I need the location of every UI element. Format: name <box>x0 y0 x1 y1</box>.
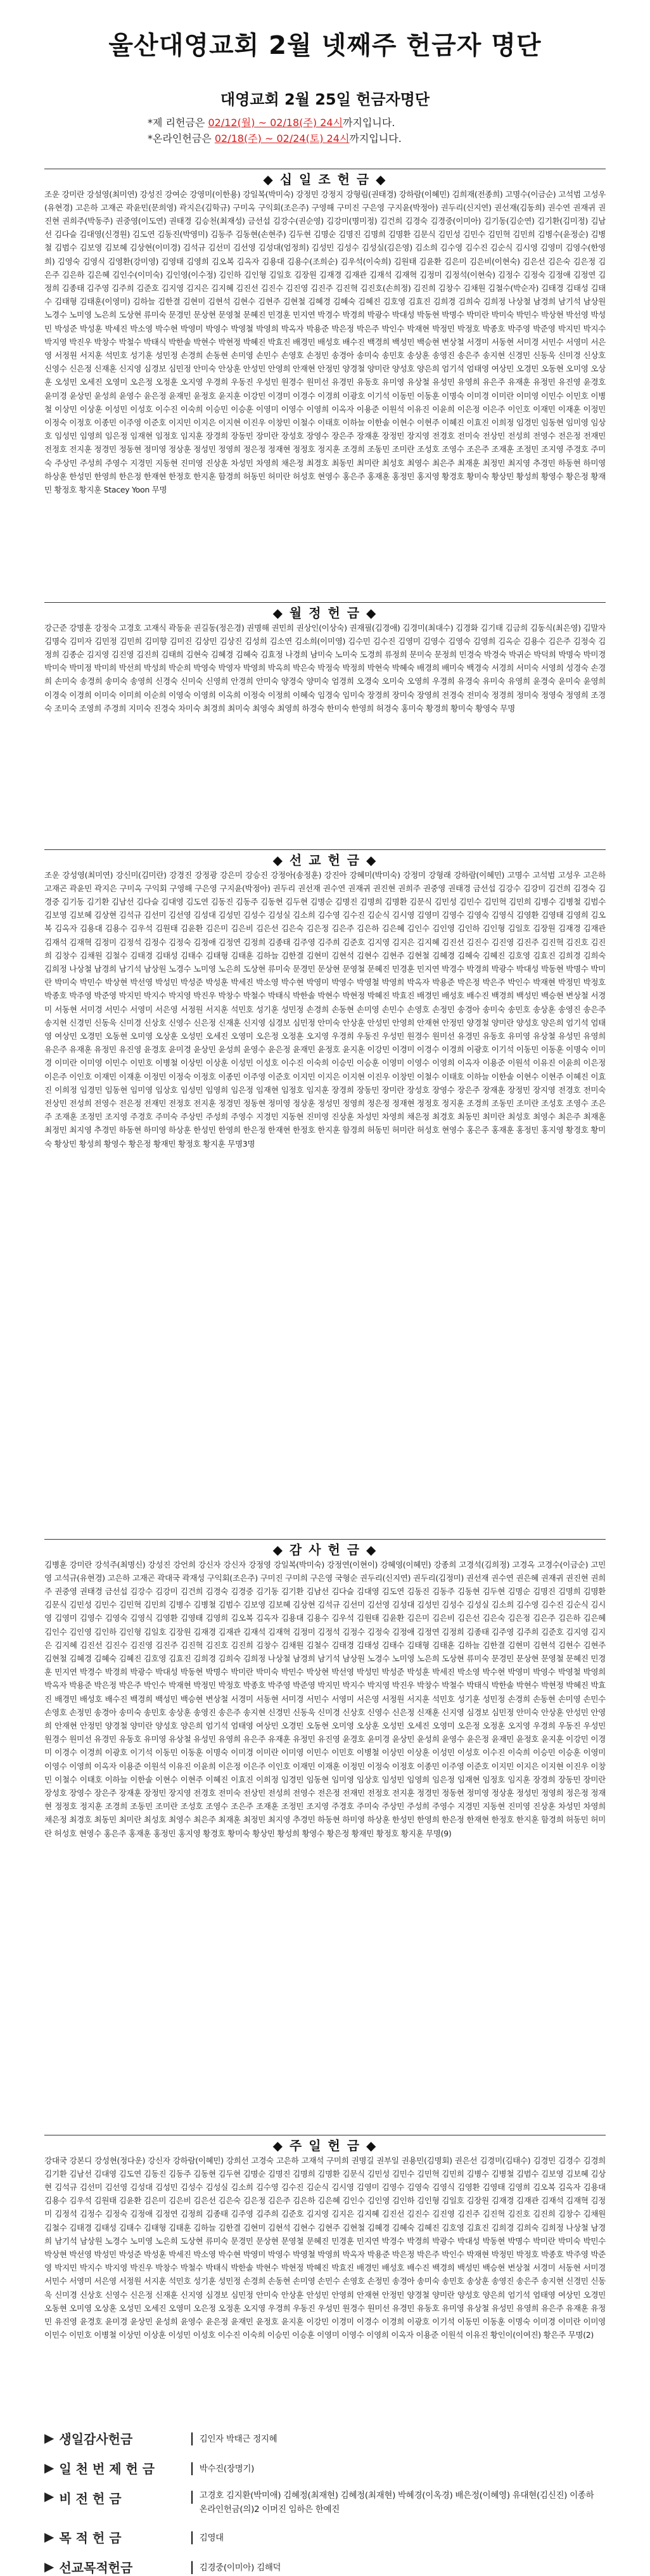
category-names: 김인자 박태근 정지혜 <box>199 2434 277 2445</box>
category-list <box>44 2429 606 2576</box>
category-names: 고경호 김지환(박미애) 김혜정(최재현) 김혜정(최재현) 박혜경(이옥경) 배은정(이혜영) 유대현(김신진) 이종하 온라인헌금(의)2 이머진 임하은 한예진 <box>199 2490 594 2515</box>
note-offline-prefix: *제 리헌금은 <box>148 117 208 129</box>
section-names-thanks: 김병훈 강미란 강석주(최명신) 강성진 강언희 강신자 강신자 강정영 강일복(박미숙) 강정연(이현이) 강혜영(이혜민) 강종희 고경석(김희정) 고경옥 고경수(이금순) 고민영 고석규(유현경) 고은하 고재곤 곽대국 곽재성 구익회(조은주) 구미진 구미희 구은영 국형순 권두리(신지연) 권두리(김정미) 권선재 권수연 권은혜 권재귀 권진현 권희주 권중영 권태경 금선섭 김강수 김강미 김건희 김경숙 김경중 김기동 김기환 김남선 김다슬 김대영 김도연 김동진 김동주 김동현 김두현 김명순 김명진 김명희 김명환 김문식 김민성 김민수 김민혁 김민희 김병수 김병철 김범수 김보영 김보혜 김상현 김석규 김선미 김선영 김성대 김성민 김성수 김성실 김소희 김수영 김수진 김순식 김시영 김영미 김영수 김영숙 김영식 김영환 김영태 김영희 김오복 김옥자 김용대 김용수 김우석 김원태 김윤환 김은미 김은비 김은선 김은숙 김은정 김은주 김은하 김은혜 김인수 김인영 김인하 김인형 김일호 김장원 김재경 김재관 김재석 김재혁 김정미 김정석 김정수 김정숙 김정애 김정연 김정희 김종태 김주영 김주희 김준호 김지영 김지은 김지혜 김진선 김진수 김진영 김진주 김진혁 김진호 김진희 김창수 김채원 김철수 김태경 김태성 김태수 김태형 김태훈 김하늘 김한결 김현미 김현석 김현수 김현주 김현철 김혜경 김혜숙 김혜진 김호영 김효진 김희경 김희숙 김희정 나상철 남경희 남기석 남상원 노경수 노미영 노은희 도상현 류미숙 문경민 문상현 문영철 문혜진 민경훈 민지연 박경수 박경희 박광수 박대성 박동현 박명수 박미란 박미숙 박민수 박상현 박선영 박성민 박성준 박성훈 박세진 박소영 박수현 박영미 박영수 박영철 박영희 박옥자 박용준 박은정 박은주 박인수 박재현 박정민 박정호 박종호 박주영 박준영 박지민 박지수 박지영 박진우 박창수 박철수 박태식 박한솔 박현수 박현정 박혜진 박효진 배경민 배성호 배수진 백경희 백성민 백승현 변상철 서경미 서동현 서미경 서민수 서영미 서은영 서정원 서지훈 석민호 성기훈 성민정 손경희 손동현 손미영 손민수 손영호 손정민 송경아 송미숙 송민호 송상훈 송영진 송은주 송지현 신경민 신동욱 신미경 신상호 신영수 신은정 신재훈 신지영 심경보 심민정 안미숙 안상훈 안성민 안영희 안재현 안정민 양경철 양미란 양성호 양은희 엄기석 엄태영 여상민 오경민 오동현 오미영 오상훈 오성민 오세진 오영미 오은정 오정훈 오지영 우경희 우동진 우성민 원경수 원미선 유경민 유동호 유미영 유상철 유성민 유영희 유은주 유재훈 유정민 유진영 윤경호 윤미경 윤상민 윤성희 윤영수 윤은정 윤재민 윤정호 윤지훈 이강민 이경미 이경수 이경희 이광호 이기석 이동민 이동훈 이명숙 이미경 이미란 이미영 이민수 이민호 이병철 이상민 이상훈 이성민 이성호 이수진 이숙희 이승민 이승훈 이영미 이영수 이영희 이옥자 이용준 이원석 이유진 이윤희 이은정 이은주 이인호 이재민 이재훈 이정민 이정숙 이정호 이종민 이주영 이준호 이지민 이지은 이지현 이진우 이창민 이철수 이태호 이하늘 이한솔 이현수 이현주 이혜진 이효진 이희정 임경민 임동현 임미영 임상호 임성민 임영희 임은정 임재현 임정호 임지훈 장경희 장동민 장미란 장성호 장영수 장은주 장재훈 장정민 장지영 전경호 전미숙 전상민 전성희 전영수 전은정 전재민 전정호 전지훈 정경민 정동현 정미영 정상훈 정성민 정영희 정은정 정재현 정정호 정지훈 조경희 조동민 조미란 조성호 조영수 조은주 조재훈 조정민 조지영 주경호 주미숙 주상민 주성희 주영수 지경민 지동현 진미영 진상훈 차성민 차영희 채은정 최경호 최동민 최미란 최성호 최영수 최은주 최재훈 최정민 최지영 추경민 하동현 하미영 하상훈 한성민 한영희 한은정 한재현 한정호 한지훈 함경희 허동민 허미란 허성호 현영수 홍은주 홍재훈 홍정민 홍지영 황경호 황미숙 황상민 황성희 황영수 황은정 황재민 황정호 황지훈 무명(9) <box>44 1559 606 1838</box>
section-heading-monthly: ◆ 월 정 헌 금 ◆ <box>272 605 378 621</box>
section-names-monthly: 강근준 강명훈 강정숙 고경호 고재식 곽동윤 권길동(정은경) 권명해 권민희 권상인(이상숙) 권재필(김경애) 김경미(최대수) 김경화 김기태 김금희 김동식(최은영) 김말자 김명숙 김미자 김민정 김민희 김미향 김미진 김상민 김상진 김성희 김소연 김소희(이미영) 김수민 김수진 김영미 김영수 김영숙 김영희 김옥순 김용수 김은주 김정숙 김정희 김종순 김지영 김진영 김진희 김태희 김현숙 김혜경 김혜숙 김효정 나경희 남미숙 노미숙 도경희 류정희 문미숙 문정희 민경숙 박경숙 박귀순 박덕희 박명숙 박미경 박미숙 박미정 박미희 박선희 박성희 박순희 박영숙 박영자 박영희 박옥희 박은숙 박정숙 박정희 박현숙 박혜숙 배경희 배미숙 백경숙 서경희 서미숙 서영희 성경숙 손경희 손미숙 송경희 송미숙 송영희 신경숙 신미숙 신영희 안경희 안미숙 양경숙 양미숙 엄경희 오경숙 오미숙 오영희 우경희 유경숙 유미숙 유영희 윤경숙 윤미숙 윤영희 이경숙 이경희 이미숙 이미희 이순희 이영숙 이영희 이옥희 이정숙 이정희 이혜숙 임경숙 임미숙 장경희 장미숙 장영희 전경숙 전미숙 정경희 정미숙 정영숙 정영희 조경숙 조미숙 조영희 주경희 지미숙 진경숙 차미숙 최경희 최미숙 최영숙 최영희 하경숙 한미숙 한영희 허경숙 홍미숙 황경희 황미숙 황영숙 무명 <box>44 622 606 713</box>
section-names-tithe: 조운 강미란 강설영(최미연) 강성진 강여순 강영미(이한용) 강일복(박미숙) 강정민 강정지 강형림(권태경) 강하람(이혜민) 김희재(전종희) 고명수(이금순) 고석범 고성우(유현경) 고은하 고재곤 곽윤민(문희영) 곽지은(김학규) 구미옥 구익회(조은주) 구영해 구미진 구은영 구지윤(박정아) 권두리(신지연) 권선재(김동희) 권수연 권재귀 권진현 권희주(박동주) 권중영(이도연) 권태경 김승천(최재성) 금선섭 김강수(권순영) 김강미(명미정) 김건희 김경숙 김경중(이미아) 김기동(김순연) 김기환(김미정) 김남선 김다슬 김대영(신경원) 김도연 김동진(박영미) 김동주 김동현(손현주) 김두현 김명순 김명진 김명희 김명환 김문식 김민성 김민수 김민혁 김민희 김병수(윤정순) 김병철 김범수 김보영 김보혜 김상현(이미경) 김석규 김선미 김선영 김성대(엄정희) 김성민 김성수 김성실(김은영) 김소희 김수영 김수진 김순식 김시영 김영미 김영수(한영희) 김영숙 김영식 김영환(강미영) 김영태 김영희 김오복 김옥자 김용대 김용수(조희순) 김우석(이숙희) 김원태 김윤환 김은미 김은비(이현숙) 김은선 김은숙 김은정 김은주 김은하 김은혜 김인수(이미숙) 김인영(이수정) 김인하 김인형 김일호 김장원 김재경 김재관 김재석 김재혁 김정미 김정석(이현숙) 김정수 김정숙 김정애 김정연 김정희 김종태 김주영 김주희 김준호 김지영 김지은 김지혜 김진선 김진수 김진영 김진주 김진혁 김진호(손희정) 김진희 김창수 김채원 김철수(박순자) 김태경 김태성 김태수 김태형 김태훈(이영미) 김하늘 김한결 김현미 김현석 김현수 김현주 김현철 김혜경 김혜숙 김혜진 김호영 김효진 김희경 김희숙 김희정 나상철 남경희 남기석 남상원 노경수 노미영 노은희 도상현 류미숙 문경민 문상현 문영철 문혜진 민경훈 민지연 박경수 박경희 박광수 박대성 박동현 박명수 박미란 박미숙 박민수 박상현 박선영 박성민 박성준 박성훈 박세진 박소영 박수현 박영미 박영수 박영철 박영희 박옥자 박용준 박은정 박은주 박인수 박재현 박정민 박정호 박종호 박주영 박준영 박지민 박지수 박지영 박진우 박창수 박철수 박태식 박한솔 박현수 박현정 박혜진 박효진 배경민 배성호 배수진 백경희 백성민 백승현 변상철 서경미 서동현 서미경 서민수 서영미 서은영 서정원 서지훈 석민호 성기훈 성민정 손경희 손동현 손미영 손민수 손영호 손정민 송경아 송미숙 송민호 송상훈 송영진 송은주 송지현 신경민 신동욱 신미경 신상호 신영수 신은정 신재훈 신지영 심경보 심민정 안미숙 안상훈 안성민 안영희 안재현 안정민 양경철 양미란 양성호 양은희 엄기석 엄태영 여상민 오경민 오동현 오미영 오상훈 오성민 오세진 오영미 오은정 오정훈 오지영 우경희 우동진 우성민 원경수 원미선 유경민 유동호 유미영 유상철 유성민 유영희 유은주 유재훈 유정민 유진영 윤경호 윤미경 윤상민 윤성희 윤영수 윤은정 윤재민 윤정호 윤지훈 이강민 이경미 이경수 이경희 이광호 이기석 이동민 이동훈 이명숙 이미경 이미란 이미영 이민수 이민호 이병철 이상민 이상훈 이성민 이성호 이수진 이숙희 이승민 이승훈 이영미 이영수 이영희 이옥자 이용준 이원석 이유진 이윤희 이은정 이은주 이인호 이재민 이재훈 이정민 이정숙 이정호 이종민 이주영 이준호 이지민 이지은 이지현 이진우 이창민 이철수 이태호 이하늘 이한솔 이현수 이현주 이혜진 이효진 이희정 임경민 임동현 임미영 임상호 임성민 임영희 임은정 임재현 임정호 임지훈 장경희 장동민 장미란 장성호 장영수 장은주 장재훈 장정민 장지영 전경호 전미숙 전상민 전성희 전영수 전은정 전재민 전정호 전지훈 정경민 정동현 정미영 정상훈 정성민 정영희 정은정 정재현 정정호 정지훈 조경희 조동민 조미란 조성호 조영수 조은주 조재훈 조정민 조지영 주경호 주미숙 주상민 주성희 주영수 지경민 지동현 진미영 진상훈 차성민 차영희 채은정 최경호 최동민 최미란 최성호 최영수 최은주 최재훈 최정민 최지영 추경민 하동현 하미영 하상훈 한성민 한영희 한은정 한재현 한정호 한지훈 함경희 허동민 허미란 허성호 현영수 홍은주 홍재훈 홍정민 홍지영 황경호 황미숙 황상민 황성희 황영수 황은정 황재민 황정호 황지훈 Stacey Yoon 무명 <box>44 189 606 495</box>
category-thousand <box>44 2459 606 2477</box>
page-subtitle: 대영교회 2월 25일 헌금자명단 <box>220 91 430 108</box>
note-offline-suffix: 까지입니다. <box>343 117 395 129</box>
bullet-icon: ▶ <box>44 2430 54 2446</box>
category-names: 김경중(이미아) 김해덕 <box>199 2563 281 2573</box>
section-monthly <box>44 602 606 835</box>
category-vision <box>44 2489 606 2516</box>
section-tithe <box>44 169 606 588</box>
category-name: 생일감사헌금 <box>59 2431 133 2447</box>
note-online <box>148 131 502 147</box>
section-names-sunday: 강대국 강본디 강성현(정다운) 강신자 강하람(이혜민) 강희선 고경숙 고은하 고재석 구미희 권명길 권부일 권용민(김명회) 권은선 김경미(김태수) 김경민 김경수 김경희 김기환 김남선 김대영 김도연 김동진 김동주 김동현 김두현 김명순 김명진 김명희 김명환 김문식 김민성 김민수 김민혁 김민희 김병수 김병철 김범수 김보영 김보혜 김상현 김석규 김선미 김선영 김성대 김성민 김성수 김성실 김소희 김수영 김수진 김순식 김시영 김영미 김영수 김영숙 김영식 김영환 김영태 김영희 김오복 김옥자 김용대 김용수 김우석 김원태 김윤환 김은미 김은비 김은선 김은숙 김은정 김은주 김은하 김은혜 김인수 김인영 김인하 김인형 김일호 김장원 김재경 김재관 김재석 김재혁 김정미 김정석 김정수 김정숙 김정애 김정연 김정희 김종태 김주영 김주희 김준호 김지영 김지은 김지혜 김진선 김진수 김진영 김진주 김진혁 김진호 김진희 김창수 김채원 김철수 김태경 김태성 김태수 김태형 김태훈 김하늘 김한결 김현미 김현석 김현수 김현주 김현철 김혜경 김혜숙 김혜진 김호영 김효진 김희경 김희숙 김희정 나상철 남경희 남기석 남상원 노경수 노미영 노은희 도상현 류미숙 문경민 문상현 문영철 문혜진 민경훈 민지연 박경수 박경희 박광수 박대성 박동현 박명수 박미란 박미숙 박민수 박상현 박선영 박성민 박성준 박성훈 박세진 박소영 박수현 박영미 박영수 박영철 박영희 박옥자 박용준 박은정 박은주 박인수 박재현 박정민 박정호 박종호 박주영 박준영 박지민 박지수 박지영 박진우 박창수 박철수 박태식 박한솔 박현수 박현정 박혜진 박효진 배경민 배성호 배수진 백경희 백성민 백승현 변상철 서경미 서동현 서미경 서민수 서영미 서은영 서정원 서지훈 석민호 성기훈 성민정 손경희 손동현 손미영 손민수 손영호 손정민 송경아 송미숙 송민호 송상훈 송영진 송은주 송지현 신경민 신동욱 신미경 신상호 신영수 신은정 신재훈 신지영 심경보 심민정 안미숙 안상훈 안성민 안영희 안재현 안정민 양경철 양미란 양성호 양은희 엄기석 엄태영 여상민 오경민 오동현 오미영 오상훈 오성민 오세진 오영미 오은정 오정훈 오지영 우경희 우동진 우성민 원경수 원미선 유경민 유동호 유미영 유상철 유성민 유영희 유은주 유재훈 유정민 유진영 윤경호 윤미경 윤상민 윤성희 윤영수 윤은정 윤재민 윤정호 윤지훈 이강민 이경미 이경수 이경희 이광호 이기석 이동민 이동훈 이명숙 이미경 이미란 이미영 이민수 이민호 이병철 이상민 이상훈 이성민 이성호 이수진 이숙희 이승민 이승훈 이영미 이영수 이영희 이옥자 이용준 이원석 이유진 황인이(이여진) 황은주 무명(2) <box>44 2155 606 2340</box>
section-mission <box>44 849 606 1525</box>
bullet-icon: ▶ <box>44 2559 54 2575</box>
separator: | <box>189 2529 194 2545</box>
category-name: 목 적 헌 금 <box>59 2530 122 2546</box>
category-name: 선교목적헌금 <box>59 2560 133 2575</box>
section-names-mission: 조운 강성영(최미연) 강신미(김미란) 강경진 강정광 강은미 강승진 강정아(송정훈) 강진아 강혜미(박미숙) 강정미 강형래 강하람(이혜민) 고명수 고석범 고성우 고은하 고재곤 곽윤민 곽지은 구미옥 구익회 구영해 구은영 구지윤(박정아) 권두리 권선재 권수연 권재귀 권진현 권희주 권중영 권태경 금선섭 김강수 김강미 김건희 김경숙 김경중 김기동 김기환 김남선 김다슬 김대영 김도연 김동진 김동주 김동현 김두현 김명순 김명진 김명희 김명환 김문식 김민성 김민수 김민혁 김민희 김병수 김병철 김범수 김보영 김보혜 김상현 김석규 김선미 김선영 김성대 김성민 김성수 김성실 김소희 김수영 김수진 김순식 김시영 김영미 김영수 김영숙 김영식 김영환 김영태 김영희 김오복 김옥자 김용대 김용수 김우석 김원태 김윤환 김은미 김은비 김은선 김은숙 김은정 김은주 김은하 김은혜 김인수 김인영 김인하 김인형 김일호 김장원 김재경 김재관 김재석 김재혁 김정미 김정석 김정수 김정숙 김정애 김정연 김정희 김종태 김주영 김주희 김준호 김지영 김지은 김지혜 김진선 김진수 김진영 김진주 김진혁 김진호 김진희 김창수 김채원 김철수 김태경 김태성 김태수 김태형 김태훈 김하늘 김한결 김현미 김현석 김현수 김현주 김현철 김혜경 김혜숙 김혜진 김호영 김효진 김희경 김희숙 김희정 나상철 남경희 남기석 남상원 노경수 노미영 노은희 도상현 류미숙 문경민 문상현 문영철 문혜진 민경훈 민지연 박경수 박경희 박광수 박대성 박동현 박명수 박미란 박미숙 박민수 박상현 박선영 박성민 박성준 박성훈 박세진 박소영 박수현 박영미 박영수 박영철 박영희 박옥자 박용준 박은정 박은주 박인수 박재현 박정민 박정호 박종호 박주영 박준영 박지민 박지수 박지영 박진우 박창수 박철수 박태식 박한솔 박현수 박현정 박혜진 박효진 배경민 배성호 배수진 백경희 백성민 백승현 변상철 서경미 서동현 서미경 서민수 서영미 서은영 서정원 서지훈 석민호 성기훈 성민정 손경희 손동현 손미영 손민수 손영호 손정민 송경아 송미숙 송민호 송상훈 송영진 송은주 송지현 신경민 신동욱 신미경 신상호 신영수 신은정 신재훈 신지영 심경보 심민정 안미숙 안상훈 안성민 안영희 안재현 안정민 양경철 양미란 양성호 양은희 엄기석 엄태영 여상민 오경민 오동현 오미영 오상훈 오성민 오세진 오영미 오은정 오정훈 오지영 우경희 우동진 우성민 원경수 원미선 유경민 유동호 유미영 유상철 유성민 유영희 유은주 유재훈 유정민 유진영 윤경호 윤미경 윤상민 윤성희 윤영수 윤은정 윤재민 윤정호 윤지훈 이강민 이경미 이경수 이경희 이광호 이기석 이동민 이동훈 이명숙 이미경 이미란 이미영 이민수 이민호 이병철 이상민 이상훈 이성민 이성호 이수진 이숙희 이승민 이승훈 이영미 이영수 이영희 이옥자 이용준 이원석 이유진 이윤희 이은정 이은주 이인호 이재민 이재훈 이정민 이정숙 이정호 이종민 이주영 이준호 이지민 이지은 이지현 이진우 이창민 이철수 이태호 이하늘 이한솔 이현수 이현주 이혜진 이효진 이희정 임경민 임동현 임미영 임상호 임성민 임영희 임은정 임재현 임정호 임지훈 장경희 장동민 장미란 장성호 장영수 장은주 장재훈 장정민 장지영 전경호 전미숙 전상민 전성희 전영수 전은정 전재민 전정호 전지훈 정경민 정동현 정미영 정상훈 정성민 정영희 정은정 정재현 정정호 정지훈 조경희 조동민 조미란 조성호 조영수 조은주 조재훈 조정민 조지영 주경호 주미숙 주상민 주성희 주영수 지경민 지동현 진미영 진상훈 차성민 차영희 채은정 최경호 최동민 최미란 최성호 최영수 최은주 최재훈 최정민 최지영 추경민 하동현 하미영 하상훈 한성민 한영희 한은정 한재현 한정호 한지훈 함경희 허동민 허미란 허성호 현영수 홍은주 홍재훈 홍정민 홍지영 황경호 황미숙 황상민 황성희 황영수 황은정 황재민 황정호 황지훈 무명3명 <box>44 870 606 1149</box>
separator: | <box>189 2488 194 2504</box>
section-heading-tithe: ◆ 십 일 조 헌 금 ◆ <box>263 171 387 187</box>
notes <box>148 115 502 147</box>
note-online-prefix: *온라인헌금은 <box>148 132 215 145</box>
category-birthday <box>44 2429 606 2447</box>
bullet-icon: ▶ <box>44 2529 54 2545</box>
note-online-range: 02/18(주) ~ 02/24(토) 24시 <box>214 132 350 145</box>
category-name: 비 전 헌 금 <box>59 2490 122 2506</box>
category-name: 일 천 번 제 헌 금 <box>59 2461 155 2476</box>
category-mission-purpose <box>44 2558 606 2576</box>
separator: | <box>189 2559 194 2575</box>
section-heading-thanks: ◆ 감 사 헌 금 ◆ <box>272 1542 378 1557</box>
category-purpose <box>44 2528 606 2546</box>
section-heading-sunday: ◆ 주 일 헌 금 ◆ <box>272 2137 378 2153</box>
section-sunday <box>44 2135 606 2407</box>
note-offline <box>148 115 502 131</box>
separator: | <box>189 2460 194 2476</box>
note-online-suffix: 까지입니다. <box>349 132 402 145</box>
bullet-icon: ▶ <box>44 2460 54 2476</box>
page-title: 울산대영교회 2월 넷째주 헌금자 명단 <box>108 31 542 60</box>
note-offline-range: 02/12(월) ~ 02/18(주) 24시 <box>208 117 343 129</box>
category-names: 박수진(장명기) <box>199 2464 255 2475</box>
separator: | <box>189 2430 194 2446</box>
category-names: 김영대 <box>199 2533 224 2544</box>
section-thanks <box>44 1539 606 2121</box>
bullet-icon: ▶ <box>44 2488 54 2504</box>
section-heading-mission: ◆ 선 교 헌 금 ◆ <box>272 852 378 868</box>
